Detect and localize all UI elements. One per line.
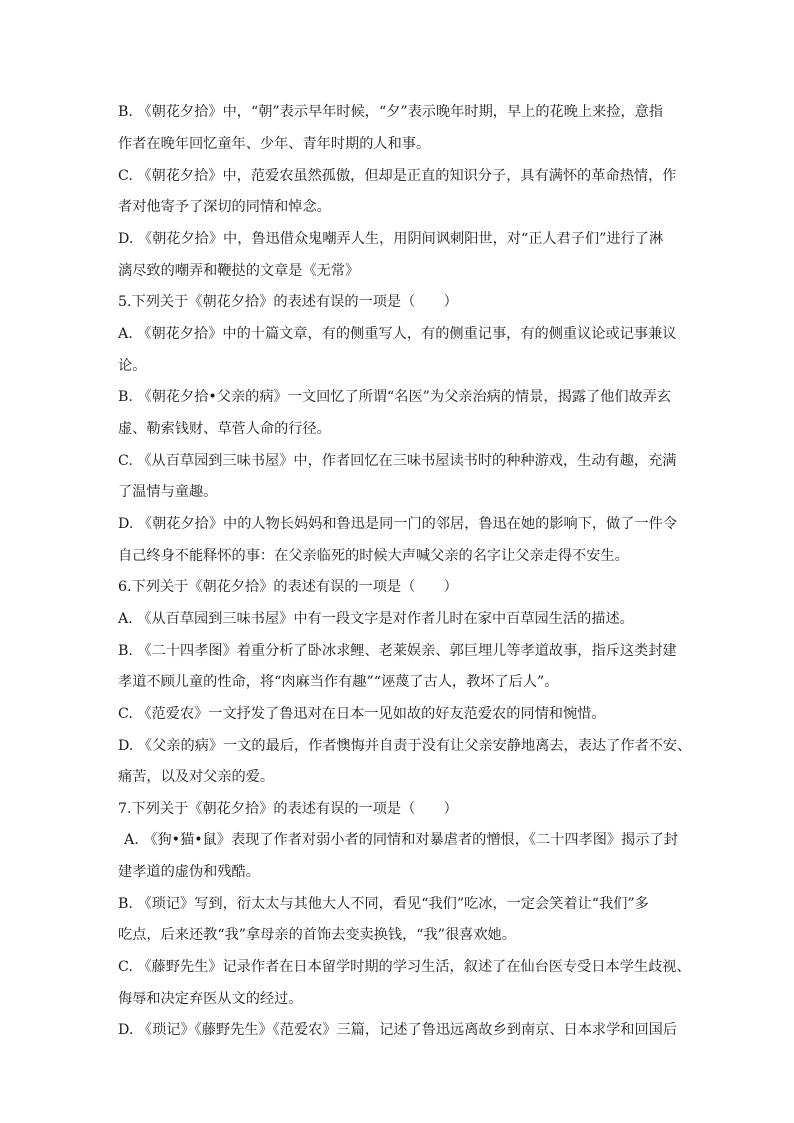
option-b-line-2: 作者在晚年回忆童年、少年、青年时期的人和事。 [118, 136, 431, 152]
q5-option-b-line-2: 虚、勒索钱财、草菅人命的行径。 [118, 421, 331, 437]
option-b-line-1: B. 《朝花夕拾》中，“朝”表示早年时候，“夕”表示晚年时期，早上的花晚上来捡，意指 [118, 104, 664, 120]
q6-option-d-line-1: D. 《父亲的病》一文的最后，作者懊悔并自责于没有让父亲安静地离去，表达了作者不安、 [118, 738, 692, 754]
q5-option-a-line-1: A. 《朝花夕拾》中的十篇文章，有的侧重写人，有的侧重记事，有的侧重议论或记事兼议 [118, 326, 677, 342]
question-5: 5.下列关于《朝花夕拾》的表述有误的一项是（ ） [118, 294, 458, 310]
q6-option-a: A. 《从百草园到三味书屋》中有一段文字是对作者儿时在家中百草园生活的描述。 [118, 611, 634, 627]
q7-option-d-line-1: D. 《琐记》《藤野先生》《范爱农》三篇，记述了鲁迅远离故乡到南京、日本求学和回国后 [118, 1022, 678, 1038]
q5-option-d-line-1: D. 《朝花夕拾》中的人物长妈妈和鲁迅是同一门的邻居，鲁迅在她的影响下，做了一件令 [118, 516, 678, 532]
q6-option-d-line-2: 痛苦，以及对父亲的爱。 [118, 769, 275, 785]
q6-option-b-line-1: B. 《二十四孝图》着重分析了卧冰求鲤、老莱娱亲、郭巨埋儿等孝道故事，指斥这类封建 [118, 643, 677, 659]
q5-option-b-line-1: B. 《朝花夕拾•父亲的病》一文回忆了所谓“名医”为父亲治病的情景，揭露了他们故弄玄 [118, 389, 672, 405]
question-7: 7.下列关于《朝花夕拾》的表述有误的一项是（ ） [118, 801, 458, 817]
q7-option-a-line-1: A. 《狗•猫•鼠》表现了作者对弱小者的同情和对暴虐者的憎恨，《二十四孝图》揭示了封 [124, 832, 678, 848]
option-c-line-2: 者对他寄予了深切的同情和悼念。 [118, 199, 331, 215]
q7-option-c-line-1: C. 《藤野先生》记录作者在日本留学时期的学习生活，叙述了在仙台医专受日本学生歧视、 [118, 959, 691, 975]
q7-option-a-line-2: 建孝道的虚伪和残酷。 [118, 864, 260, 880]
q5-option-c-line-1: C. 《从百草园到三味书屋》中，作者回忆在三味书屋读书时的种种游戏，生动有趣，充满 [118, 453, 677, 469]
q5-option-c-line-2: 了温情与童趣。 [118, 484, 218, 500]
option-d-line-2: 漓尽致的嘲弄和鞭挞的文章是《无常》 [118, 263, 360, 279]
q7-option-b-line-2: 吃点，后来还教“我”拿母亲的首饰去变卖换钱，“我”很喜欢她。 [118, 927, 516, 943]
q7-option-b-line-1: B. 《琐记》写到，衍太太与其他大人不同，看见“我们”吃冰，一定会笑着让“我们”多 [118, 896, 649, 912]
q6-option-c: C. 《范爱农》一文抒发了鲁迅对在日本一见如故的好友范爱农的同情和惋惜。 [118, 706, 606, 722]
q5-option-a-line-2: 论。 [118, 358, 147, 374]
question-6: 6.下列关于《朝花夕拾》的表述有误的一项是（ ） [118, 579, 458, 595]
option-c-line-1: C. 《朝花夕拾》中，范爱农虽然孤傲，但却是正直的知识分子，具有满怀的革命热情，作 [118, 168, 677, 184]
q7-option-c-line-2: 侮辱和决定弃医从文的经过。 [118, 991, 303, 1007]
option-d-line-1: D. 《朝花夕拾》中，鲁迅借众鬼嘲弄人生，用阴间讽刺阳世，对“正人君子们”进行了淋 [118, 231, 664, 247]
q5-option-d-line-2: 自己终身不能释怀的事：在父亲临死的时候大声喊父亲的名字让父亲走得不安生。 [118, 548, 629, 564]
q6-option-b-line-2: 孝道不顾儿童的性命，将“肉麻当作有趣”“诬蔑了古人，教坏了后人”。 [118, 674, 559, 690]
